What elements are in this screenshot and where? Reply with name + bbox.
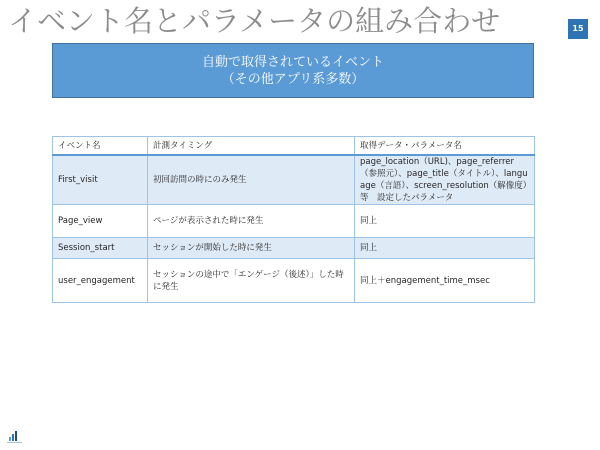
cell-parameters: 同上	[355, 238, 535, 259]
cell-event-name: First_visit	[53, 155, 148, 205]
slide-title: イベント名とパラメータの組み合わせ	[8, 4, 501, 38]
cell-parameters: 同上＋engagement_time_msec	[355, 259, 535, 303]
cell-event-name: Session_start	[53, 238, 148, 259]
banner-line-1: 自動で取得されているイベント	[201, 54, 384, 70]
page-number-badge: 15	[568, 19, 588, 39]
cell-parameters: 同上	[355, 205, 535, 238]
banner-box	[52, 43, 534, 98]
banner-line-2: （その他アプリ系多数）	[221, 71, 365, 87]
header-timing: 計測タイミング	[148, 137, 355, 156]
cell-timing: セッションが開始した時に発生	[148, 238, 355, 259]
cell-timing: セッションの途中で「エンゲージ（後述）」した時に発生	[148, 259, 355, 303]
header-parameters: 取得データ・パラメータ名	[355, 137, 535, 156]
table-row	[53, 238, 535, 259]
table-row	[53, 205, 535, 238]
brand-logo	[6, 428, 24, 444]
cell-parameters: page_location（URL)、page_referrer（参照元）、page_title（タイトル）、language（言語）、screen_resolution（解像度）等 設定したパラメータ	[355, 155, 535, 205]
cell-event-name: Page_view	[53, 205, 148, 238]
events-table	[52, 136, 535, 303]
table-row	[53, 259, 535, 303]
cell-timing: 初回訪問の時にのみ発生	[148, 155, 355, 205]
header-event-name: イベント名	[53, 137, 148, 156]
cell-event-name: user_engagement	[53, 259, 148, 303]
table-header-row	[53, 137, 535, 156]
cell-timing: ページが表示された時に発生	[148, 205, 355, 238]
table-row	[53, 155, 535, 205]
